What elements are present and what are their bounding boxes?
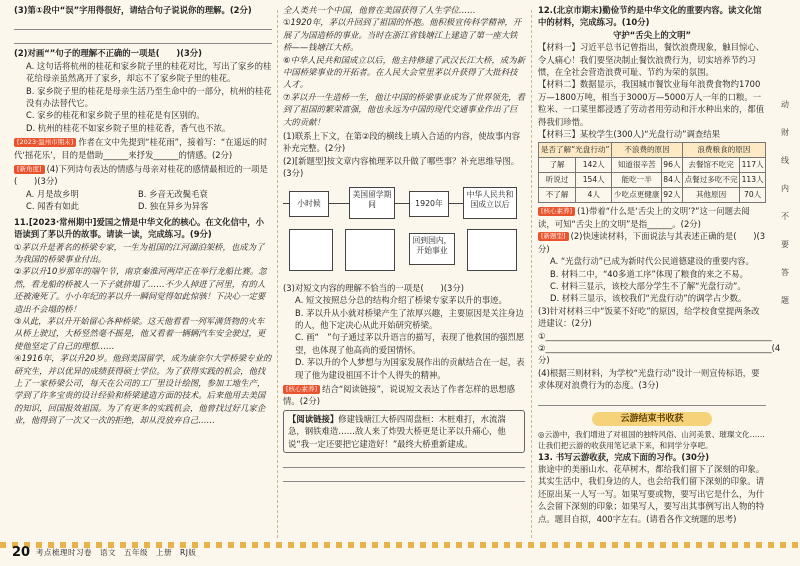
question-13: 13. 书写云游收获，完成下面的习作。(30分) (538, 451, 710, 462)
section-banner: 云游结束书收获 (592, 412, 712, 426)
flow-box: 回到国内，开始事业 (409, 233, 455, 265)
reading-passage-cont (283, 4, 525, 128)
option-row: C. 闻香有如此 D. 独在异乡为异客 (26, 201, 209, 212)
question-5: [新角度] (4)下列诗句表达的情感与母亲对桂花的感情最相近的一项是( )(3分) (14, 164, 268, 187)
column-divider (531, 10, 532, 538)
connector (283, 203, 289, 204)
paragraph: ⑥中华人民共和国成立以后，他主持修建了武汉长江大桥，成为新中国桥梁事业的开拓者。在人民大会堂里茅以升获得了大批科技人才。 (283, 54, 526, 90)
right-question-4: (4)根据三则材料，为学校“光盘行动”设计一则宣传标语，要求体现对浪费行为的态度。(3分) (538, 367, 760, 391)
flow-box: 1920年 (409, 191, 449, 217)
answer-line-1[interactable]: ①______________________________________________________ (538, 330, 772, 341)
connector (449, 203, 463, 204)
option-c: C. 材料三显示，该校大部分学生不了解“光盘行动”。 (550, 280, 746, 291)
mid-question-4: [核心素养] 结合“阅读链接”，说说短文表达了作者怎样的思想感情。(2分) (283, 383, 516, 407)
table-header: 不浪费的原因 (612, 143, 682, 158)
table-header: 浪费粮食的原因 (682, 143, 765, 158)
answer-line[interactable] (14, 31, 272, 44)
option-d: D. 茅以升的个人梦想与为国家发展作出的贡献结合在一起，表现了他为建设祖国不计个人得失的精神。 (295, 357, 525, 380)
question-4: [2023·温州市期末] 作者在文中先提到“桂花雨”，接着写：“在遥远的时代‘摇花乐’，目的是借助______来抒发______的情感。(2分) (14, 137, 268, 160)
footer-text: 考点梳理时习卷 语文 五年级 上册 RJ版 (36, 548, 197, 557)
option-b: B. 家乡院子里的桂花是母亲生活乃至生命中的一部分，杭州的桂花没有办法替代它。 (26, 85, 272, 109)
paragraph: ①茅以升是著名的桥梁专家，一生为祖国的江河湖泊架桥，也成为了为我国的桥梁事业付出。 (14, 241, 265, 264)
mid-question-2: (2)[新题型]按文章内容梳理茅以升做了哪些事？补充思维导图。(3分) (283, 155, 520, 179)
option-b: B. 茅以升从小就对桥梁产生了浓厚兴趣，主要原因是关注身边的人，他下定决心从此开始研究桥梁。 (295, 307, 524, 330)
paragraph: ④1916年，茅以升20岁。他到美国留学，成为康奈尔大学桥梁专业的研究生，并以优异的成绩获得硕士学位。为了获得实践的机会，他找上了一家桥梁公司，每天在公司的工厂里设计绘图，参加工地生产，学到了许多宝贵的设计经验和桥梁建造方面的技术。后来他用去美国的知识，回国报效祖国。为了有更多的实践机会，他曾找过好几家企业，他得到了一次又一次的拒绝，却从没放弃自己…… (14, 353, 272, 426)
mid-question-1: (1)联系上下文，在第②段的横线上填入合适的内容，使故事内容补充完整。(2分) (283, 131, 521, 154)
question-3: (3)第①段中“误”字用得很好，请结合句子说说你的理解。(2分) (14, 5, 252, 15)
option-c: C. 画“ ”句子通过茅以升语言的描写，表现了他救国的强烈愿望，也体现了他高尚的爱国情怀。 (295, 332, 525, 355)
paragraph: ②茅以升10岁那年的端午节，南京秦淮河两岸正在举行龙船比赛。忽然，看龙船的桥被人一下子就挤塌了……不少人掉进了河里，有的人还被淹死了。小小年纪的茅以升一瞬间觉得如此惊骇！下决心一定要造出不会塌的桥！ (14, 266, 267, 314)
tag-badge: [新题型] (538, 232, 569, 241)
answer-box[interactable] (467, 229, 517, 271)
right-question-2: [新题型] (2)快速读材料，下面说法与其表述正确的是( )(3分) (538, 231, 766, 254)
banner-intro: ◎云游中，我们增进了对祖国的独特风俗、山河美景、璀璨文化……让我们把云游的收获用笔记录下来，和同学分享吧。 (538, 429, 765, 450)
option-row: A. 月是故乡明 B. 乡音无改鬓毛衰 (26, 188, 208, 199)
mind-map (283, 183, 525, 279)
right-column (538, 4, 781, 525)
left-column (14, 4, 272, 427)
paragraph: 全人类共一个中国，他曾在美国获得了人生学位…… (283, 5, 476, 15)
table-row: 了解 142人 知道很辛苦 96人 去餐馆不吃完 117人 (539, 158, 766, 173)
side-notice: 动 财 线 内 不 要 答 题 (781, 100, 789, 305)
option-c: C. 家乡的桂花和家乡院子里的桂花是有区别的。 (26, 110, 205, 121)
option-a: A. “光盘行动”已成为新时代公民道德建设的重要内容。 (550, 256, 754, 267)
answer-line[interactable] (14, 17, 272, 30)
tag-badge: [新角度] (14, 165, 45, 174)
page-number: 20 (12, 545, 31, 560)
flow-box: 小时候 (289, 191, 329, 217)
reading-passage (14, 241, 272, 427)
tag-badge: [核心素养] (283, 385, 320, 394)
material-1: 【材料一】习近平总书记曾指出，餐饮浪费现象，触目惊心、令人痛心！我们要坚决制止餐饮浪费行为，切实培养节约习惯，在全社会营造浪费可耻、节约为荣的氛围。 (538, 42, 765, 78)
link-title: 【阅读链接】 (288, 413, 339, 424)
paragraph: ⑦茅以升一生造桥一生，他让中国的桥梁事业成为了世界领先，看到了祖国的繁荣富强，他也永远为中国的现代交通事业作出了巨大的贡献！ (283, 91, 526, 127)
answer-line[interactable] (283, 455, 525, 468)
right-question-3: (3)针对材料三中“饭菜不好吃”的原因，给学校食堂提两条改进建议：(2分) (538, 305, 760, 329)
answer-line[interactable] (283, 469, 525, 482)
option-d: D. 材料三显示，该校我们“光盘行动”的调学占少数。 (550, 293, 747, 304)
paragraph: ③从此，茅以升开始留心各种桥梁。这天他看看一列军满货物的火车从桥上驶过，大桥竖然毫不摇晃，他又看着一辆辆汽车安全驶过，更使他坚定了自己的理想…… (14, 315, 266, 351)
question-13-text: 旅途中的美丽山水、花草树木，都给我们留下了深刻的印象。其实生活中，我们身边的人，也会给我们留下深刻的印象。请还原出某一人写一写。如果写要或物，要写出它是什么，为什么会留下深刻的印象；如果写人，要写出其事例写出人物的特点。题目自拟，400字左右。(请看各作文统题的思考) (538, 463, 765, 524)
question-11-title: 11.[2023·常州期中]爱国之情是中华文化的核心。在文化信中，小语读到了茅以升的故事。请读一读，完成练习。(9分) (14, 216, 264, 240)
paragraph: ①1920年，茅以升回到了祖国的怀抱。他积极宣传科学精神，开展了为国造桥的事业。当时在浙江省钱塘江上建造了第一座大铁桥——钱塘江大桥。 (283, 17, 522, 53)
option-a: A. 这句话将杭州的桂花和家乡院子里的桂花对比，写出了家乡的桂花给母亲虽然离开了家乡，却忘不了家乡院子里的桂花。 (26, 60, 272, 84)
link-text: 修建钱塘江大桥四周盘桓：木桩难打，水流湍急，钢铁难造……敌人来了炸毁大桥更是让茅以升痛心，他说“我一定还要把它建造好！”最终大桥重新建成。 (288, 413, 506, 449)
tag-badge: [2023·温州市期末] (14, 138, 76, 147)
question-12: 12.(北京市期末)勤俭节约是中华文化的重要内容。读文化馆中的材料，完成练习。(10分) (538, 5, 762, 28)
material-title: 守护“舌尖上的文明” (612, 29, 691, 40)
option-a: A. 短文按照总分总的结构介绍了桥梁专家茅以升的事迹。 (295, 295, 507, 306)
connector (395, 203, 409, 204)
mid-question-3: (3)对短文内容的理解不恰当的一项是( )(3分) (283, 282, 465, 293)
option-d: D. 杭州的桂花不如家乡院子里的桂花香，香气也不浓。 (26, 122, 231, 133)
column-divider (277, 10, 278, 538)
tag-badge: [核心素养] (538, 207, 575, 216)
option-b: B. 材料二中，“40多道工序”体现了粮食的来之不易。 (550, 268, 748, 279)
material-2: 【材料二】数据显示，我国城市餐饮业每年浪费食物约1700万—1800万吨，相当于3000万—5000万人一年的口粮。一粒米、一口菜里都浸透了劳动者用劳动和汗水种出来的，都值得我们珍惜。 (538, 79, 765, 127)
answer-line-2[interactable]: ②______________________________________________________(4分) (538, 342, 781, 366)
table-header: 是否了解“光盘行动” (539, 143, 612, 158)
answer-box[interactable] (289, 229, 333, 271)
connector (329, 203, 349, 204)
table-row: 听说过 154人 能吃一半 84人 点餐过多吃不完 113人 (539, 173, 766, 188)
answer-box[interactable] (345, 229, 395, 271)
material-3: 【材料三】某校学生(300人)“光盘行动”调查结果 (538, 129, 720, 140)
table-row: 不了解 4人 少吃点更健康 92人 其他原因 70人 (539, 188, 766, 203)
flow-box: 中华人民共和国成立以后 (463, 187, 517, 219)
question-2: (2)对画“”句子的理解不正确的一项是( )(3分) (14, 48, 203, 59)
reading-link-box (283, 410, 525, 453)
survey-table (538, 142, 766, 203)
flow-box: 美国留学期间 (349, 187, 395, 219)
right-question-1: [核心素养] (1)带着“什么是‘舌尖上的文明’?”这一问题去阅读，可知“舌尖上的文明”是指______。(2分) (538, 206, 750, 229)
middle-column (283, 4, 525, 483)
answer-line[interactable] (538, 393, 766, 406)
page-footer (0, 542, 800, 566)
